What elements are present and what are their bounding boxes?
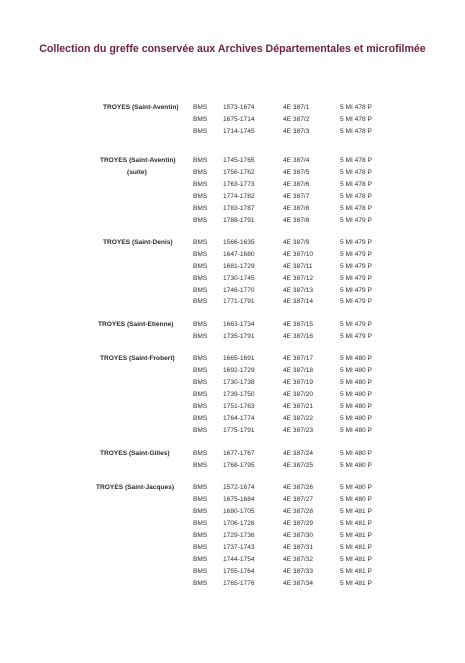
table-row [0,104,465,113]
microfilm-reference: 5 MI 480 P [340,415,372,422]
table-row [0,193,465,202]
year-range: 1771-1791 [223,298,255,305]
record-type: BMS [193,379,208,386]
microfilm-reference: 5 MI 478 P [340,116,372,123]
archive-reference: 4E 387/30 [283,532,314,539]
year-range: 1675-1714 [223,116,255,123]
microfilm-reference: 5 MI 481 P [340,520,372,527]
year-range: 1739-1750 [223,391,255,398]
microfilm-reference: 5 MI 480 P [340,391,372,398]
record-type: BMS [193,275,208,282]
year-range: 1788-1791 [223,217,255,224]
table-row [0,580,465,589]
year-range: 1692-1729 [223,367,255,374]
parish-heading: TROYES (Saint-Etienne) [98,321,174,328]
record-type: BMS [193,450,208,457]
year-range: 1737-1743 [223,544,255,551]
parish-heading: TROYES (Saint-Jacques) [96,484,175,491]
record-type: BMS [193,157,208,164]
record-type: BMS [193,367,208,374]
microfilm-reference: 5 MI 479 P [340,333,372,340]
table-row [0,251,465,260]
archive-reference: 4E 387/10 [283,251,314,258]
microfilm-reference: 5 MI 480 P [340,403,372,410]
archive-reference: 4E 387/18 [283,367,314,374]
record-type: BMS [193,532,208,539]
archive-reference: 4E 387/2 [283,116,310,123]
table-row [0,321,465,330]
record-type: BMS [193,193,208,200]
year-range: 1765-1776 [223,580,255,587]
table-row [0,116,465,125]
archive-reference: 4E 387/12 [283,275,314,282]
record-type: BMS [193,287,208,294]
table-row [0,169,465,178]
year-range: 1755-1764 [223,568,255,575]
table-row [0,239,465,248]
record-type: BMS [193,298,208,305]
archive-reference: 4E 387/11 [283,263,313,270]
microfilm-reference: 5 MI 480 P [340,484,372,491]
continuation-label: (suite) [127,169,147,176]
table-row [0,403,465,412]
record-type: BMS [193,544,208,551]
record-type: BMS [193,484,208,491]
record-type: BMS [193,128,208,135]
microfilm-reference: 5 MI 479 P [340,251,372,258]
year-range: 1775-1791 [223,427,255,434]
year-range: 1763-1773 [223,181,255,188]
record-type: BMS [193,462,208,469]
microfilm-reference: 5 MI 478 P [340,205,372,212]
microfilm-reference: 5 MI 479 P [340,217,372,224]
record-type: BMS [193,104,208,111]
microfilm-reference: 5 MI 480 P [340,496,372,503]
year-range: 1566-1635 [223,239,255,246]
table-row [0,415,465,424]
table-row [0,263,465,272]
archive-reference: 4E 387/20 [283,391,314,398]
table-row [0,205,465,214]
table-row [0,379,465,388]
record-type: BMS [193,556,208,563]
microfilm-reference: 5 MI 481 P [340,556,372,563]
microfilm-reference: 5 MI 481 P [340,532,372,539]
record-type: BMS [193,239,208,246]
archive-reference: 4E 387/27 [283,496,314,503]
parish-heading: TROYES (Saint-Aventin) [100,157,176,164]
table-row [0,367,465,376]
record-type: BMS [193,391,208,398]
microfilm-reference: 5 MI 479 P [340,321,372,328]
microfilm-reference: 5 MI 481 P [340,580,372,587]
microfilm-reference: 5 MI 480 P [340,450,372,457]
year-range: 1768-1795 [223,462,255,469]
table-row [0,556,465,565]
archive-reference: 4E 387/6 [283,181,310,188]
table-row [0,275,465,284]
year-range: 1714-1745 [223,128,255,135]
archive-reference: 4E 387/4 [283,157,310,164]
table-row [0,287,465,296]
microfilm-reference: 5 MI 479 P [340,239,372,246]
table-row [0,544,465,553]
archive-reference: 4E 387/5 [283,169,310,176]
record-type: BMS [193,415,208,422]
archive-reference: 4E 387/24 [283,450,314,457]
parish-heading: TROYES (Saint-Gilles) [100,450,170,457]
year-range: 1647-1680 [223,251,255,258]
year-range: 1677-1767 [223,450,255,457]
archive-reference: 4E 387/13 [283,287,314,294]
table-row [0,181,465,190]
archive-reference: 4E 387/3 [283,128,310,135]
record-type: BMS [193,568,208,575]
year-range: 1764-1774 [223,415,255,422]
year-range: 1756-1762 [223,169,255,176]
microfilm-reference: 5 MI 480 P [340,379,372,386]
record-type: BMS [193,333,208,340]
microfilm-reference: 5 MI 478 P [340,128,372,135]
archive-reference: 4E 387/25 [283,462,314,469]
year-range: 1744-1754 [223,556,255,563]
microfilm-reference: 5 MI 480 P [340,367,372,374]
microfilm-reference: 5 MI 480 P [340,462,372,469]
year-range: 1735-1791 [223,333,255,340]
microfilm-reference: 5 MI 478 P [340,169,372,176]
archive-reference: 4E 387/22 [283,415,314,422]
year-range: 1730-1745 [223,275,255,282]
microfilm-reference: 5 MI 478 P [340,193,372,200]
microfilm-reference: 5 MI 481 P [340,508,372,515]
archive-reference: 4E 387/32 [283,556,314,563]
table-row [0,391,465,400]
record-type: BMS [193,251,208,258]
record-type: BMS [193,169,208,176]
year-range: 1774-1782 [223,193,255,200]
archive-reference: 4E 387/8 [283,217,310,224]
table-row [0,217,465,226]
table-row [0,508,465,517]
microfilm-reference: 5 MI 479 P [340,275,372,282]
archive-reference: 4E 387/29 [283,520,314,527]
year-range: 1746-1770 [223,287,255,294]
microfilm-reference: 5 MI 480 P [340,427,372,434]
microfilm-reference: 5 MI 478 P [340,181,372,188]
table-row [0,128,465,137]
archive-reference: 4E 387/33 [283,568,314,575]
year-range: 1572-1674 [223,484,255,491]
year-range: 1665-1691 [223,355,255,362]
year-range: 1751-1763 [223,403,255,410]
microfilm-reference: 5 MI 478 P [340,157,372,164]
microfilm-reference: 5 MI 480 P [340,355,372,362]
year-range: 1675-1684 [223,496,255,503]
record-type: BMS [193,496,208,503]
record-type: BMS [193,355,208,362]
table-row [0,532,465,541]
record-type: BMS [193,263,208,270]
parish-heading: TROYES (Saint-Frobert) [100,355,175,362]
table-row [0,520,465,529]
record-type: BMS [193,580,208,587]
microfilm-reference: 5 MI 481 P [340,568,372,575]
table-row [0,355,465,364]
parish-heading: TROYES (Saint-Aventin) [103,104,179,111]
archive-reference: 4E 387/21 [283,403,314,410]
archive-reference: 4E 387/7 [283,193,310,200]
record-type: BMS [193,205,208,212]
table-row [0,450,465,459]
table-row [0,333,465,342]
year-range: 1745-1765 [223,157,255,164]
year-range: 1663-1734 [223,321,255,328]
table-row [0,462,465,471]
archive-reference: 4E 387/9 [283,239,310,246]
year-range: 1730-1738 [223,379,255,386]
archive-reference: 4E 387/8 [283,205,310,212]
year-range: 1680-1705 [223,508,255,515]
table-row [0,298,465,307]
archive-reference: 4E 387/19 [283,379,314,386]
archive-reference: 4E 387/15 [283,321,314,328]
table-row [0,157,465,166]
page-title: Collection du greffe conservée aux Archives Départementales et microfilmée [39,43,426,55]
archive-reference: 4E 387/16 [283,333,314,340]
archive-reference: 4E 387/1 [283,104,310,111]
table-row [0,568,465,577]
archive-reference: 4E 387/14 [283,298,314,305]
microfilm-reference: 5 MI 478 P [340,104,372,111]
record-type: BMS [193,321,208,328]
archive-reference: 4E 387/26 [283,484,314,491]
archive-reference: 4E 387/28 [283,508,314,515]
microfilm-reference: 5 MI 479 P [340,287,372,294]
table-row [0,427,465,436]
year-range: 1573-1674 [223,104,255,111]
archive-reference: 4E 387/17 [283,355,314,362]
record-type: BMS [193,508,208,515]
record-type: BMS [193,520,208,527]
table-row [0,496,465,505]
year-range: 1729-1736 [223,532,255,539]
record-type: BMS [193,181,208,188]
parish-heading: TROYES (Saint-Denis) [103,239,173,246]
record-type: BMS [193,403,208,410]
table-row [0,484,465,493]
microfilm-reference: 5 MI 479 P [340,298,372,305]
record-type: BMS [193,217,208,224]
year-range: 1706-1728 [223,520,255,527]
archive-reference: 4E 387/31 [283,544,314,551]
archive-reference: 4E 387/34 [283,580,314,587]
year-range: 1783-1787 [223,205,255,212]
record-type: BMS [193,427,208,434]
microfilm-reference: 5 MI 479 P [340,263,372,270]
microfilm-reference: 5 MI 481 P [340,544,372,551]
record-type: BMS [193,116,208,123]
archive-reference: 4E 387/23 [283,427,314,434]
year-range: 1681-1729 [223,263,255,270]
